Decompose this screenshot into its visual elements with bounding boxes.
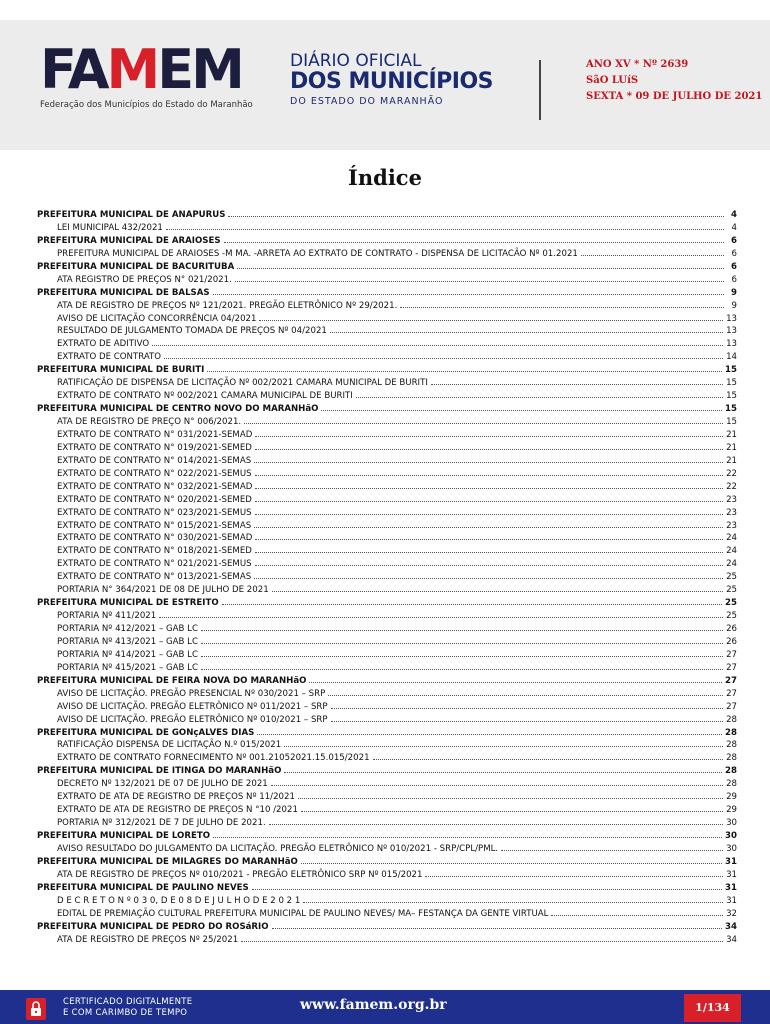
toc-entry-row[interactable]	[37, 220, 737, 233]
toc-page-number: 6	[731, 248, 737, 259]
toc-entry-row[interactable]	[37, 621, 737, 634]
toc-entry-row[interactable]	[37, 543, 737, 556]
toc-entry-row[interactable]	[37, 311, 737, 324]
famem-logo	[40, 40, 270, 125]
toc-label: PREFEITURA MUNICIPAL DE ARAIOSES -M MA. -ARRETA AO EXTRATO DE CONTRATO - DISPENSA DE LICITACÃO Nº 01.2021	[57, 248, 578, 259]
toc-leader-dots	[255, 479, 723, 489]
toc-page-number: 22	[726, 468, 737, 479]
toc-leader-dots	[255, 440, 723, 450]
toc-page-number: 6	[731, 235, 737, 246]
toc-entry-row[interactable]	[37, 867, 737, 880]
logo-wordmark	[40, 40, 242, 100]
toc-leader-dots	[152, 336, 723, 346]
toc-leader-dots	[298, 789, 723, 799]
toc-page-number: 27	[726, 688, 737, 699]
toc-leader-dots	[272, 582, 723, 592]
toc-leader-dots	[201, 660, 723, 670]
toc-page-number: 31	[725, 882, 737, 893]
toc-leader-dots	[252, 880, 722, 890]
toc-entry-row[interactable]	[37, 802, 737, 815]
toc-page-number: 21	[726, 455, 737, 466]
toc-leader-dots	[501, 841, 723, 851]
toc-page-number: 29	[726, 805, 737, 816]
toc-leader-dots	[254, 518, 723, 528]
toc-entry-row[interactable]	[37, 660, 737, 673]
toc-label: PREFEITURA MUNICIPAL DE GONçALVES DIAS	[37, 727, 255, 738]
toc-label: PORTARIA Nº 412/2021 – GAB LC	[57, 624, 198, 634]
toc-page-number: 6	[731, 274, 737, 285]
edition-number: ANO XV * Nº 2639	[586, 59, 689, 70]
toc-label: PREFEITURA MUNICIPAL DE BURITI	[37, 365, 205, 376]
toc-page-number: 27	[725, 675, 737, 686]
toc-page-number: 31	[726, 895, 737, 906]
toc-page-number: 28	[725, 766, 737, 777]
table-of-contents	[37, 207, 737, 944]
toc-leader-dots	[331, 699, 724, 709]
toc-label: PREFEITURA MUNICIPAL DE ESTREITO	[37, 598, 219, 609]
toc-leader-dots	[330, 323, 723, 333]
toc-label: PREFEITURA MUNICIPAL DE ARAIOSES	[37, 235, 221, 246]
toc-page-number: 24	[726, 559, 737, 570]
toc-page-number: 28	[726, 753, 737, 764]
toc-page-number: 24	[726, 546, 737, 557]
toc-label: EXTRATO DE CONTRATO N° 014/2021-SEMAS	[57, 455, 252, 466]
toc-entry-row[interactable]	[37, 349, 737, 362]
diario-line1: DIÁRIO OFICIAL	[290, 51, 422, 71]
diario-oficial-title	[278, 48, 528, 116]
toc-leader-dots	[331, 712, 724, 722]
toc-leader-dots	[201, 634, 723, 644]
toc-leader-dots	[255, 492, 723, 502]
toc-label: AVISO DE LICITAÇÃO CONCORRÊNCIA 04/2021	[57, 313, 257, 324]
toc-leader-dots	[551, 906, 723, 916]
toc-label: EXTRATO DE CONTRATO	[57, 352, 162, 363]
toc-label: PORTARIA Nº 312/2021 DE 7 DE JULHO DE 2021.	[57, 818, 266, 829]
toc-leader-dots	[321, 401, 722, 411]
toc-section-row[interactable]	[37, 854, 737, 867]
toc-page-number: 22	[726, 481, 737, 492]
logo-part-a: FA	[40, 38, 107, 101]
toc-section-row[interactable]	[37, 595, 737, 608]
toc-entry-row[interactable]	[37, 569, 737, 582]
toc-page-number: 30	[726, 818, 737, 829]
toc-page-number: 23	[726, 507, 737, 518]
toc-leader-dots	[301, 854, 722, 864]
toc-leader-dots	[271, 776, 723, 786]
toc-label: EDITAL DE PREMIAÇÃO CULTURAL PREFEITURA MUNICIPAL DE PAULINO NEVES/ MA– FESTANÇA DA GENTE VIRTUAL	[57, 908, 549, 919]
toc-section-row[interactable]	[37, 919, 737, 932]
cert-line2: E COM CARIMBO DE TEMPO	[63, 1008, 188, 1018]
toc-leader-dots	[201, 647, 723, 657]
toc-page-number: 29	[726, 792, 737, 803]
toc-entry-row[interactable]	[37, 906, 737, 919]
toc-entry-row[interactable]	[37, 272, 737, 285]
toc-leader-dots	[257, 725, 722, 735]
toc-section-row[interactable]	[37, 725, 737, 738]
toc-entry-row[interactable]	[37, 246, 737, 259]
toc-label: EXTRATO DE CONTRATO N° 031/2021-SEMAD	[57, 429, 253, 440]
toc-leader-dots	[255, 505, 723, 515]
toc-entry-row[interactable]	[37, 608, 737, 621]
toc-entry-row[interactable]	[37, 440, 737, 453]
diario-line3: DO ESTADO DO MARANHÃO	[290, 96, 444, 107]
toc-page-number: 27	[726, 662, 737, 673]
toc-leader-dots	[255, 466, 723, 476]
toc-section-row[interactable]	[37, 362, 737, 375]
toc-entry-row[interactable]	[37, 686, 737, 699]
toc-page-number: 13	[726, 326, 737, 337]
toc-page-number: 25	[726, 611, 737, 622]
toc-page-number: 13	[726, 339, 737, 350]
toc-leader-dots	[373, 750, 724, 760]
toc-page-number: 26	[726, 624, 737, 634]
toc-page-number: 25	[725, 598, 737, 609]
toc-entry-row[interactable]	[37, 737, 737, 750]
toc-leader-dots	[244, 414, 723, 424]
toc-leader-dots	[254, 569, 723, 579]
lock-icon-svg	[26, 998, 46, 1020]
toc-page-number: 9	[731, 287, 737, 298]
toc-label: RATIFICAÇÃO DE DISPENSA DE LICITAÇÃO Nº 002/2021 CAMARA MUNICIPAL DE BURITI	[57, 378, 428, 389]
toc-entry-row[interactable]	[37, 841, 737, 854]
toc-page-number: 9	[731, 300, 737, 311]
toc-entry-row[interactable]	[37, 750, 737, 763]
toc-page-number: 21	[726, 429, 737, 440]
toc-entry-row[interactable]	[37, 815, 737, 828]
toc-label: EXTRATO DE ATA DE REGISTRO DE PREÇOS N °10 /2021	[57, 805, 298, 816]
diario-line2: DOS MUNICÍPIOS	[290, 69, 494, 94]
toc-leader-dots	[201, 621, 723, 631]
toc-label: ATA REGISTRO DE PREÇOS N° 021/2021.	[57, 274, 232, 285]
toc-label: D E C R E T O N º 0 3 0, D E 0 8 D E J U L H O D E 2 0 2 1	[57, 895, 301, 906]
toc-leader-dots	[164, 349, 723, 359]
toc-leader-dots	[224, 233, 724, 243]
header-divider	[539, 60, 541, 120]
toc-label: PREFEITURA MUNICIPAL DE PEDRO DO ROSáRIO	[37, 921, 269, 932]
toc-label: EXTRATO DE ADITIVO	[57, 339, 150, 350]
toc-page-number: 4	[731, 222, 737, 233]
toc-page-number: 14	[726, 352, 737, 363]
toc-label: ATA DE REGISTRO DE PREÇOS Nº 121/2021. PREGÃO ELETRÔNICO Nº 29/2021.	[57, 300, 398, 311]
toc-entry-row[interactable]	[37, 336, 737, 349]
toc-section-row[interactable]	[37, 880, 737, 893]
edition-city: SãO LUíS	[586, 75, 639, 86]
page-title: Índice	[348, 165, 422, 190]
toc-leader-dots	[159, 608, 723, 618]
toc-entry-row[interactable]	[37, 323, 737, 336]
toc-page-number: 34	[725, 921, 737, 932]
toc-label: PREFEITURA MUNICIPAL DE BACURITUBA	[37, 261, 235, 272]
toc-label: EXTRATO DE ATA DE REGISTRO DE PREÇOS Nº 11/2021	[57, 792, 295, 803]
toc-page-number: 30	[726, 843, 737, 854]
toc-page-number: 28	[726, 714, 737, 725]
toc-label: EXTRATO DE CONTRATO N° 030/2021-SEMAD	[57, 533, 253, 544]
toc-label: EXTRATO DE CONTRATO Nº 002/2021 CAMARA MUNICIPAL DE BURITI	[57, 391, 353, 402]
toc-label: EXTRATO DE CONTRATO FORNECIMENTO Nº 001.21052021.15.015/2021	[57, 753, 370, 764]
toc-section-row[interactable]	[37, 233, 737, 246]
top-margin	[0, 0, 770, 20]
toc-page-number: 15	[725, 404, 737, 415]
toc-section-row[interactable]	[37, 285, 737, 298]
toc-leader-dots	[356, 388, 723, 398]
toc-leader-dots	[284, 763, 722, 773]
toc-page-number: 4	[731, 210, 737, 220]
toc-page-number: 27	[726, 649, 737, 660]
toc-page-number: 15	[725, 365, 737, 376]
toc-leader-dots	[284, 737, 723, 747]
toc-entry-row[interactable]	[37, 414, 737, 427]
toc-page-number: 15	[726, 391, 737, 402]
toc-label: PORTARIA Nº 415/2021 – GAB LC	[57, 662, 198, 673]
toc-leader-dots	[207, 362, 722, 372]
toc-label: LEI MUNICIPAL 432/2021	[57, 222, 163, 233]
toc-page-number: 23	[726, 520, 737, 531]
logo-part-c: EM	[157, 38, 242, 101]
toc-leader-dots	[272, 919, 722, 929]
toc-leader-dots	[303, 893, 723, 903]
toc-entry-row[interactable]	[37, 699, 737, 712]
toc-leader-dots	[213, 285, 724, 295]
toc-leader-dots	[228, 207, 724, 217]
toc-section-row[interactable]	[37, 673, 737, 686]
toc-entry-row[interactable]	[37, 375, 737, 388]
toc-page-number: 13	[726, 313, 737, 324]
toc-page-number: 28	[725, 727, 737, 738]
toc-page-number: 28	[726, 740, 737, 751]
cert-line1: CERTIFICADO DIGITALMENTE	[63, 997, 193, 1007]
toc-page-number: 6	[731, 261, 737, 272]
toc-leader-dots	[237, 259, 724, 269]
toc-leader-dots	[259, 311, 723, 321]
toc-leader-dots	[255, 427, 723, 437]
toc-page-number: 24	[726, 533, 737, 544]
toc-label: EXTRATO DE CONTRATO N° 019/2021-SEMED	[57, 442, 252, 453]
toc-label: EXTRATO DE CONTRATO N° 013/2021-SEMAS	[57, 572, 252, 583]
toc-entry-row[interactable]	[37, 518, 737, 531]
toc-leader-dots	[235, 272, 724, 282]
toc-leader-dots	[255, 530, 723, 540]
toc-entry-row[interactable]	[37, 479, 737, 492]
toc-label: PORTARIA Nº 414/2021 – GAB LC	[57, 649, 198, 660]
toc-leader-dots	[269, 815, 723, 825]
toc-label: AVISO RESULTADO DO JULGAMENTO DA LICITAÇÃO. PREGÃO ELETRÔNICO Nº 010/2021 - SRP/CPL/PML.	[57, 843, 499, 854]
toc-page-number: 26	[726, 636, 737, 647]
toc-leader-dots	[213, 828, 722, 838]
toc-page-number: 23	[726, 494, 737, 505]
toc-label: PREFEITURA MUNICIPAL DE MILAGRES DO MARANHãO	[37, 856, 298, 867]
toc-label: PORTARIA Nº 413/2021 – GAB LC	[57, 636, 198, 647]
toc-label: EXTRATO DE CONTRATO N° 020/2021-SEMED	[57, 494, 252, 505]
toc-entry-row[interactable]	[37, 647, 737, 660]
toc-label: ATA DE REGISTRO DE PREÇOS Nº 25/2021	[57, 934, 239, 945]
toc-leader-dots	[425, 867, 723, 877]
toc-label: PREFEITURA MUNICIPAL DE PAULINO NEVES	[37, 882, 249, 893]
toc-leader-dots	[309, 673, 722, 683]
toc-leader-dots	[328, 686, 723, 696]
toc-section-row[interactable]	[37, 259, 737, 272]
toc-label: EXTRATO DE CONTRATO N° 015/2021-SEMAS	[57, 520, 252, 531]
toc-leader-dots	[301, 802, 723, 812]
toc-label: AVISO DE LICITAÇÃO. PREGÃO ELETRÔNICO Nº 011/2021 – SRP	[57, 701, 328, 712]
toc-entry-row[interactable]	[37, 298, 737, 311]
toc-label: PREFEITURA MUNICIPAL DE ANAPURUS	[37, 210, 226, 220]
toc-label: EXTRATO DE CONTRATO N° 021/2021-SEMUS	[57, 559, 252, 570]
toc-section-row[interactable]	[37, 763, 737, 776]
toc-label: ATA DE REGISTRO DE PREÇOS Nº 010/2021 - PREGÃO ELETRÔNICO SRP Nº 015/2021	[57, 869, 423, 880]
toc-page-number: 31	[725, 856, 737, 867]
toc-leader-dots	[400, 298, 724, 308]
toc-label: RESULTADO DE JULGAMENTO TOMADA DE PREÇOS Nº 04/2021	[57, 326, 327, 337]
toc-label: DECRETO Nº 132/2021 DE 07 DE JULHO DE 2021	[57, 779, 268, 790]
edition-date: SEXTA * 09 DE JULHO DE 2021	[586, 91, 763, 102]
toc-entry-row[interactable]	[37, 388, 737, 401]
toc-page-number: 34	[726, 934, 737, 945]
website-link[interactable]: www.famem.org.br	[300, 997, 447, 1013]
toc-page-number: 25	[726, 585, 737, 596]
toc-entry-row[interactable]	[37, 893, 737, 906]
toc-section-row[interactable]	[37, 401, 737, 414]
toc-label: PORTARIA Nº 411/2021	[57, 611, 157, 622]
toc-page-number: 15	[726, 378, 737, 389]
toc-entry-row[interactable]	[37, 505, 737, 518]
toc-leader-dots	[255, 556, 723, 566]
edition-info	[586, 57, 762, 105]
toc-label: PREFEITURA MUNICIPAL DE FEIRA NOVA DO MARANHãO	[37, 675, 307, 686]
toc-label: ATA DE REGISTRO DE PREÇO N° 006/2021.	[57, 417, 242, 427]
toc-label: EXTRATO DE CONTRATO N° 022/2021-SEMUS	[57, 468, 252, 479]
toc-section-row[interactable]	[37, 207, 737, 220]
toc-entry-row[interactable]	[37, 556, 737, 569]
toc-entry-row[interactable]	[37, 932, 737, 945]
toc-entry-row[interactable]	[37, 582, 737, 595]
toc-page-number: 25	[726, 572, 737, 583]
toc-leader-dots	[255, 543, 723, 553]
logo-subtitle: Federação dos Municípios do Estado do Maranhão	[40, 100, 253, 110]
lock-icon	[26, 998, 46, 1020]
toc-entry-row[interactable]	[37, 492, 737, 505]
page-indicator: 1/134	[695, 1001, 730, 1014]
toc-page-number: 21	[726, 442, 737, 453]
logo-part-b: M	[106, 38, 158, 101]
toc-entry-row[interactable]	[37, 530, 737, 543]
toc-page-number: 15	[726, 417, 737, 427]
toc-entry-row[interactable]	[37, 634, 737, 647]
toc-page-number: 27	[726, 701, 737, 712]
toc-label: PREFEITURA MUNICIPAL DE CENTRO NOVO DO MARANHãO	[37, 404, 319, 415]
toc-page-number: 30	[725, 831, 737, 841]
toc-leader-dots	[581, 246, 724, 256]
toc-entry-row[interactable]	[37, 776, 737, 789]
toc-label: PREFEITURA MUNICIPAL DE ITINGA DO MARANHãO	[37, 766, 282, 777]
toc-label: PORTARIA N° 364/2021 DE 08 DE JULHO DE 2021	[57, 585, 269, 596]
toc-label: PREFEITURA MUNICIPAL DE BALSAS	[37, 287, 210, 298]
toc-leader-dots	[254, 453, 723, 463]
toc-label: EXTRATO DE CONTRATO N° 018/2021-SEMED	[57, 546, 252, 557]
toc-leader-dots	[222, 595, 722, 605]
toc-leader-dots	[431, 375, 723, 385]
toc-leader-dots	[166, 220, 724, 230]
toc-entry-row[interactable]	[37, 453, 737, 466]
toc-label: AVISO DE LICITAÇÃO. PREGÃO ELETRÔNICO Nº 010/2021 – SRP	[57, 714, 328, 725]
toc-label: AVISO DE LICITAÇÃO. PREGÃO PRESENCIAL Nº 030/2021 – SRP	[57, 688, 326, 699]
toc-section-row[interactable]	[37, 828, 737, 841]
toc-label: EXTRATO DE CONTRATO N° 032/2021-SEMAD	[57, 481, 253, 492]
toc-page-number: 31	[726, 869, 737, 880]
toc-entry-row[interactable]	[37, 466, 737, 479]
toc-label: EXTRATO DE CONTRATO N° 023/2021-SEMUS	[57, 507, 252, 518]
toc-entry-row[interactable]	[37, 427, 737, 440]
toc-leader-dots	[241, 932, 723, 942]
toc-page-number: 32	[726, 908, 737, 919]
toc-label: PREFEITURA MUNICIPAL DE LORETO	[37, 831, 211, 841]
toc-label: RATIFICAÇÃO DISPENSA DE LICITAÇÃO N.º 015/2021	[57, 740, 282, 751]
toc-entry-row[interactable]	[37, 789, 737, 802]
toc-page-number: 28	[726, 779, 737, 790]
certificate-text	[63, 997, 192, 1019]
toc-entry-row[interactable]	[37, 712, 737, 725]
